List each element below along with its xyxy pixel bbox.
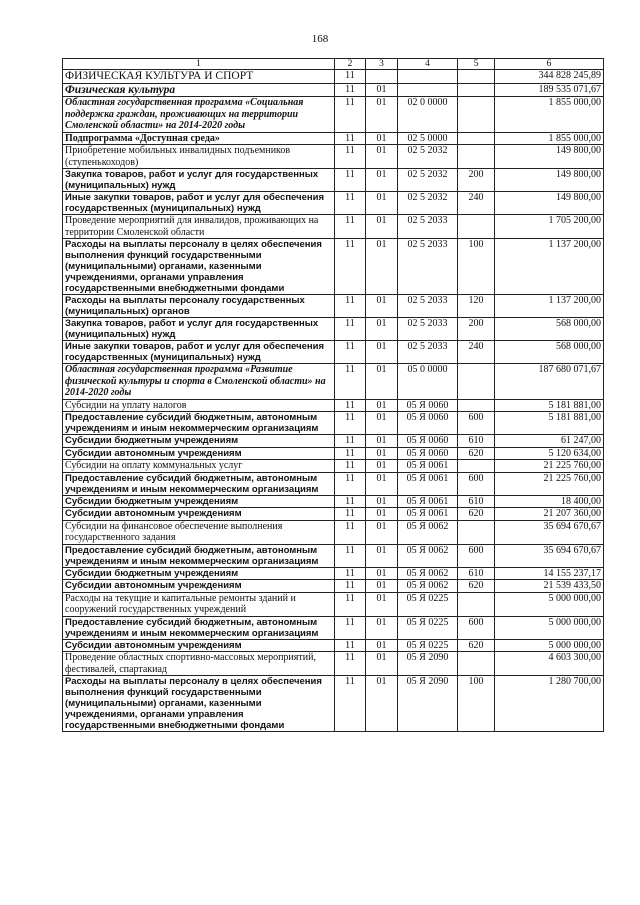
table-row [63,616,604,639]
table-row [63,592,604,616]
header-cell: 1 [63,59,335,70]
target-article-cell: 02 5 2033 [398,318,458,341]
expense-type-cell: 200 [458,169,495,192]
target-article-cell: 05 Я 0061 [398,460,458,473]
expense-type-cell [458,215,495,239]
amount-cell: 1 137 200,00 [495,239,604,295]
amount-cell: 1 855 000,00 [495,132,604,145]
table-row [63,364,604,400]
expense-type-cell: 100 [458,239,495,295]
expense-type-cell: 610 [458,435,495,448]
expense-type-cell [458,97,495,133]
expense-type-cell: 620 [458,508,495,521]
subsection-code-cell: 01 [366,239,398,295]
target-article-cell: 02 5 2033 [398,239,458,295]
expense-type-cell: 600 [458,616,495,639]
expense-type-cell: 120 [458,295,495,318]
section-code-cell: 11 [335,435,366,448]
expense-type-cell: 200 [458,318,495,341]
subsection-code-cell: 01 [366,364,398,400]
amount-cell: 35 694 670,67 [495,520,604,544]
page-number: 168 [311,33,329,45]
table-row [63,544,604,567]
amount-cell: 5 000 000,00 [495,639,604,652]
item-name-cell: Субсидии автономным учреждениям [63,580,335,593]
subsection-code-cell: 01 [366,520,398,544]
expense-type-cell: 600 [458,544,495,567]
amount-cell: 149 800,00 [495,192,604,215]
target-article-cell: 05 Я 0061 [398,495,458,508]
section-code-cell: 11 [335,192,366,215]
subsection-code-cell: 01 [366,652,398,676]
expense-type-cell [458,145,495,169]
item-name-cell: Областная государственная программа «Развитие физической культуры и спорта в Смоленской области» на 2014-2020 годы [63,364,335,400]
table-row [63,508,604,521]
table-row [63,472,604,495]
item-name-cell: ФИЗИЧЕСКАЯ КУЛЬТУРА И СПОРТ [63,70,335,84]
expense-type-cell: 620 [458,580,495,593]
header-row [63,59,604,70]
item-name-cell: Иные закупки товаров, работ и услуг для обеспечения государственных (муниципальных) нужд [63,192,335,215]
header-cell: 5 [458,59,495,70]
section-code-cell: 11 [335,318,366,341]
expense-type-cell: 240 [458,341,495,364]
subsection-code-cell: 01 [366,580,398,593]
amount-cell: 18 400,00 [495,495,604,508]
item-name-cell: Субсидии автономным учреждениям [63,508,335,521]
amount-cell: 21 225 760,00 [495,472,604,495]
target-article-cell: 02 5 2033 [398,215,458,239]
section-code-cell: 11 [335,412,366,435]
section-code-cell: 11 [335,520,366,544]
subsection-code-cell: 01 [366,495,398,508]
amount-cell: 5 000 000,00 [495,592,604,616]
subsection-code-cell: 01 [366,192,398,215]
section-code-cell: 11 [335,592,366,616]
item-name-cell: Субсидии автономным учреждениям [63,639,335,652]
amount-cell: 149 800,00 [495,169,604,192]
amount-cell: 189 535 071,67 [495,83,604,97]
subsection-code-cell: 01 [366,295,398,318]
section-code-cell: 11 [335,364,366,400]
amount-cell: 21 225 760,00 [495,460,604,473]
section-code-cell: 11 [335,495,366,508]
table-row [63,447,604,460]
item-name-cell: Подпрограмма «Доступная среда» [63,132,335,145]
table-row [63,676,604,732]
table-row [63,639,604,652]
subsection-code-cell: 01 [366,97,398,133]
table-row [63,341,604,364]
section-code-cell: 11 [335,567,366,580]
header-cell: 3 [366,59,398,70]
target-article-cell: 05 Я 0225 [398,616,458,639]
target-article-cell: 02 5 2033 [398,341,458,364]
section-code-cell: 11 [335,70,366,84]
item-name-cell: Субсидии на уплату налогов [63,399,335,412]
header-cell: 4 [398,59,458,70]
target-article-cell: 05 Я 0062 [398,567,458,580]
target-article-cell: 05 Я 0225 [398,639,458,652]
section-code-cell: 11 [335,295,366,318]
item-name-cell: Субсидии на финансовое обеспечение выполнения государственного задания [63,520,335,544]
table-row [63,460,604,473]
target-article-cell: 05 Я 0061 [398,508,458,521]
item-name-cell: Предоставление субсидий бюджетным, автономным учреждениям и иным некоммерческим организациям [63,472,335,495]
subsection-code-cell: 01 [366,145,398,169]
amount-cell: 1 280 700,00 [495,676,604,732]
amount-cell: 61 247,00 [495,435,604,448]
target-article-cell: 02 5 2033 [398,295,458,318]
target-article-cell: 02 5 2032 [398,145,458,169]
amount-cell: 1 855 000,00 [495,97,604,133]
section-code-cell: 11 [335,544,366,567]
table-row [63,132,604,145]
section-code-cell: 11 [335,447,366,460]
target-article-cell: 05 Я 2090 [398,652,458,676]
section-code-cell: 11 [335,652,366,676]
subsection-code-cell: 01 [366,399,398,412]
section-code-cell: 11 [335,399,366,412]
section-code-cell: 11 [335,460,366,473]
table-row [63,520,604,544]
expense-type-cell [458,364,495,400]
amount-cell: 568 000,00 [495,318,604,341]
table-row [63,97,604,133]
expense-type-cell: 620 [458,639,495,652]
section-code-cell: 11 [335,616,366,639]
amount-cell: 14 155 237,17 [495,567,604,580]
section-code-cell: 11 [335,341,366,364]
section-code-cell: 11 [335,472,366,495]
item-name-cell: Расходы на текущие и капитальные ремонты зданий и сооружений государственных учреждений [63,592,335,616]
item-name-cell: Предоставление субсидий бюджетным, автономным учреждениям и иным некоммерческим организациям [63,544,335,567]
item-name-cell: Субсидии бюджетным учреждениям [63,567,335,580]
header-cell: 2 [335,59,366,70]
amount-cell: 5 000 000,00 [495,616,604,639]
amount-cell: 5 181 881,00 [495,399,604,412]
expense-type-cell [458,83,495,97]
amount-cell: 4 603 300,00 [495,652,604,676]
expense-type-cell [458,399,495,412]
amount-cell: 149 800,00 [495,145,604,169]
amount-cell: 187 680 071,67 [495,364,604,400]
section-code-cell: 11 [335,215,366,239]
section-code-cell: 11 [335,580,366,593]
table-row [63,495,604,508]
subsection-code-cell: 01 [366,508,398,521]
amount-cell: 5 120 634,00 [495,447,604,460]
item-name-cell: Расходы на выплаты персоналу в целях обеспечения выполнения функций государственными (муниципальными) органами, казенными учреждениями, органами управления государственными внебюджетными фондами [63,239,335,295]
expense-type-cell: 240 [458,192,495,215]
expense-type-cell: 600 [458,412,495,435]
header-cell: 6 [495,59,604,70]
table-row [63,239,604,295]
subsection-code-cell: 01 [366,616,398,639]
budget-table [62,58,604,732]
item-name-cell: Субсидии бюджетным учреждениям [63,435,335,448]
table-row [63,295,604,318]
table-row [63,215,604,239]
table-row [63,435,604,448]
subsection-code-cell: 01 [366,567,398,580]
target-article-cell: 05 Я 0060 [398,412,458,435]
expense-type-cell: 610 [458,567,495,580]
subsection-code-cell: 01 [366,639,398,652]
table-row [63,567,604,580]
item-name-cell: Расходы на выплаты персоналу государственных (муниципальных) органов [63,295,335,318]
table-row [63,399,604,412]
subsection-code-cell: 01 [366,412,398,435]
amount-cell: 35 694 670,67 [495,544,604,567]
subsection-code-cell: 01 [366,676,398,732]
item-name-cell: Закупка товаров, работ и услуг для государственных (муниципальных) нужд [63,169,335,192]
item-name-cell: Физическая культура [63,83,335,97]
amount-cell: 21 207 360,00 [495,508,604,521]
subsection-code-cell: 01 [366,169,398,192]
expense-type-cell: 600 [458,472,495,495]
item-name-cell: Предоставление субсидий бюджетным, автономным учреждениям и иным некоммерческим организациям [63,616,335,639]
expense-type-cell: 620 [458,447,495,460]
item-name-cell: Иные закупки товаров, работ и услуг для обеспечения государственных (муниципальных) нужд [63,341,335,364]
item-name-cell: Закупка товаров, работ и услуг для государственных (муниципальных) нужд [63,318,335,341]
amount-cell: 1 137 200,00 [495,295,604,318]
table-row [63,652,604,676]
section-code-cell: 11 [335,169,366,192]
amount-cell: 21 539 433,50 [495,580,604,593]
expense-type-cell: 610 [458,495,495,508]
amount-cell: 1 705 200,00 [495,215,604,239]
target-article-cell: 02 5 2032 [398,169,458,192]
amount-cell: 568 000,00 [495,341,604,364]
target-article-cell: 05 0 0000 [398,364,458,400]
subsection-code-cell: 01 [366,460,398,473]
table-row [63,192,604,215]
section-code-cell: 11 [335,97,366,133]
table-row [63,169,604,192]
expense-type-cell [458,132,495,145]
section-code-cell: 11 [335,239,366,295]
target-article-cell: 05 Я 0225 [398,592,458,616]
expense-type-cell [458,592,495,616]
subsection-code-cell: 01 [366,472,398,495]
amount-cell: 5 181 881,00 [495,412,604,435]
expense-type-cell [458,520,495,544]
target-article-cell: 05 Я 0060 [398,399,458,412]
subsection-code-cell [366,70,398,84]
expense-type-cell [458,652,495,676]
expense-type-cell [458,460,495,473]
subsection-code-cell: 01 [366,544,398,567]
table-row [63,412,604,435]
target-article-cell: 02 5 0000 [398,132,458,145]
item-name-cell: Субсидии бюджетным учреждениям [63,495,335,508]
item-name-cell: Проведение мероприятий для инвалидов, проживающих на территории Смоленской области [63,215,335,239]
item-name-cell: Приобретение мобильных инвалидных подъемников (ступенькоходов) [63,145,335,169]
target-article-cell: 05 Я 0062 [398,544,458,567]
subsection-code-cell: 01 [366,83,398,97]
item-name-cell: Субсидии автономным учреждениям [63,447,335,460]
section-code-cell: 11 [335,639,366,652]
table-row [63,70,604,84]
section-code-cell: 11 [335,508,366,521]
expense-type-cell: 100 [458,676,495,732]
amount-cell: 344 828 245,89 [495,70,604,84]
table-row [63,145,604,169]
table-row [63,318,604,341]
expense-type-cell [458,70,495,84]
section-code-cell: 11 [335,83,366,97]
target-article-cell: 05 Я 0060 [398,447,458,460]
item-name-cell: Субсидии на оплату коммунальных услуг [63,460,335,473]
subsection-code-cell: 01 [366,318,398,341]
subsection-code-cell: 01 [366,215,398,239]
item-name-cell: Расходы на выплаты персоналу в целях обеспечения выполнения функций государственными (муниципальными) органами, казенными учреждениями, органами управления государственными внебюджетными фондами [63,676,335,732]
target-article-cell: 05 Я 2090 [398,676,458,732]
target-article-cell [398,70,458,84]
target-article-cell: 05 Я 0060 [398,435,458,448]
target-article-cell [398,83,458,97]
subsection-code-cell: 01 [366,592,398,616]
subsection-code-cell: 01 [366,341,398,364]
item-name-cell: Областная государственная программа «Социальная поддержка граждан, проживающих на территории Смоленской области» на 2014-2020 годы [63,97,335,133]
section-code-cell: 11 [335,676,366,732]
subsection-code-cell: 01 [366,447,398,460]
item-name-cell: Предоставление субсидий бюджетным, автономным учреждениям и иным некоммерческим организациям [63,412,335,435]
table-row [63,83,604,97]
target-article-cell: 05 Я 0062 [398,580,458,593]
target-article-cell: 02 5 2032 [398,192,458,215]
target-article-cell: 05 Я 0062 [398,520,458,544]
subsection-code-cell: 01 [366,435,398,448]
section-code-cell: 11 [335,132,366,145]
section-code-cell: 11 [335,145,366,169]
item-name-cell: Проведение областных спортивно-массовых мероприятий, фестивалей, спартакиад [63,652,335,676]
table-row [63,580,604,593]
subsection-code-cell: 01 [366,132,398,145]
target-article-cell: 02 0 0000 [398,97,458,133]
target-article-cell: 05 Я 0061 [398,472,458,495]
